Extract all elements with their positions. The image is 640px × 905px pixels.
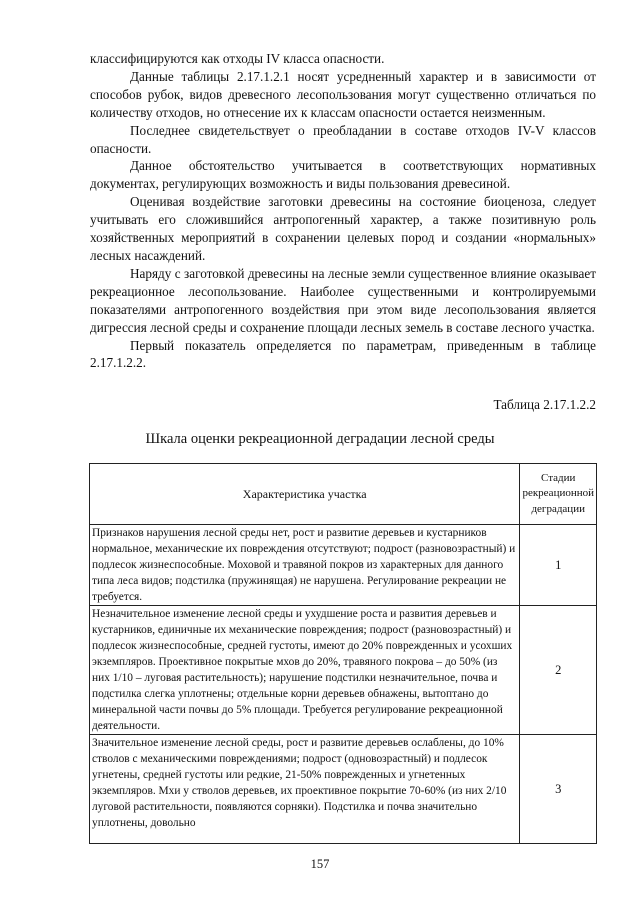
table-row xyxy=(90,525,597,606)
paragraph: Наряду с заготовкой древесины на лесные земли существенное влияние оказывает рекреационное лесопользование. Наиболее существенными и контролируемыми показателями антропогенного воздействия при этом виде лесопользования является дигрессия лесной среды и сохранение площади лесных земель в составе лесного участка. xyxy=(90,265,596,335)
paragraph: Оценивая воздействие заготовки древесины на состояние биоценоза, следует учитывать его сложившийся антропогенный характер, а также позитивную роль хозяйственных мероприятий в сохранении целевых пород и создании «нормальных» лесных насаждений. xyxy=(90,194,596,263)
row-description: Признаков нарушения лесной среды нет, рост и развитие деревьев и кустарников нормальное, механические их повреждения отсутствуют; подрост (разновозрастный) и подлесок жизнеспособные. Моховой и травяной покров из характерных для данного типа леса видов; подстилка (пружинящая) не нарушена. Регулирование рекреации не требуется. xyxy=(90,525,520,606)
degradation-scale-table xyxy=(89,463,597,844)
row-description: Незначительное изменение лесной среды и ухудшение роста и развития деревьев и кустарников, единичные их механические повреждения; подрост (разновозрастный) и подлесок жизнеспособные, средней густоты, имеют до 20% поврежденных и усохших экземпляров. Проективное покрытые мхов до 20%, травяного покрова – до 50% (из них 1/10 – луговая растительность); нарушение подстилки незначительное, почва и подстилка слегка уплотнены; отдельные корни деревьев обнажены, вытоптано до минеральной части почвы до 5% площади. Требуется регулирование рекреационной деятельности. xyxy=(90,606,520,735)
page-number: 157 xyxy=(310,857,330,871)
row-stage: 3 xyxy=(520,735,597,844)
paragraph: классифицируются как отходы IV класса опасности. xyxy=(90,51,385,66)
table-title: Шкала оценки рекреационной деградации лесной среды xyxy=(145,431,495,447)
header-stage: Стадии рекреационной деградации xyxy=(520,464,597,525)
table-row xyxy=(90,735,597,844)
table-row xyxy=(90,606,597,735)
row-description-cell xyxy=(90,735,520,844)
paragraph: Данные таблицы 2.17.1.2.1 носят усредненный характер и в зависимости от способов рубок, видов древесного лесопользования могут существенно отличаться по количеству отходов, но отнесение их к классам опасности остается неизменным. xyxy=(90,68,596,120)
header-characteristic: Характеристика участка xyxy=(90,464,520,525)
paragraph: Первый показатель определяется по параметрам, приведенным в таблице 2.17.1.2.2. xyxy=(90,337,596,371)
row-stage: 2 xyxy=(520,606,597,735)
table-header-row xyxy=(90,464,597,525)
table-label: Таблица 2.17.1.2.2 xyxy=(493,397,596,412)
paragraph: Данное обстоятельство учитывается в соответствующих нормативных документах, регулирующих возможность и виды пользования древесиной. xyxy=(90,158,596,192)
row-stage: 1 xyxy=(520,525,597,606)
row-description: Значительное изменение лесной среды, рост и развитие деревьев ослаблены, до 10% стволов с механическими повреждениями; подрост (одновозрастный) и подлесок угнетены, средней густоты или редкие, 21-50% поврежденных и угнетенных экземпляров. Мхи у стволов деревьев, их проективное покрытие 70-60% (из них 2/10 луговой растительности, появляются сорняки). Подстилка и почва значительно уплотнены, довольно xyxy=(92,737,507,829)
body-text xyxy=(90,50,596,372)
paragraph: Последнее свидетельствует о преобладании в составе отходов IV-V классов опасности. xyxy=(90,122,596,156)
